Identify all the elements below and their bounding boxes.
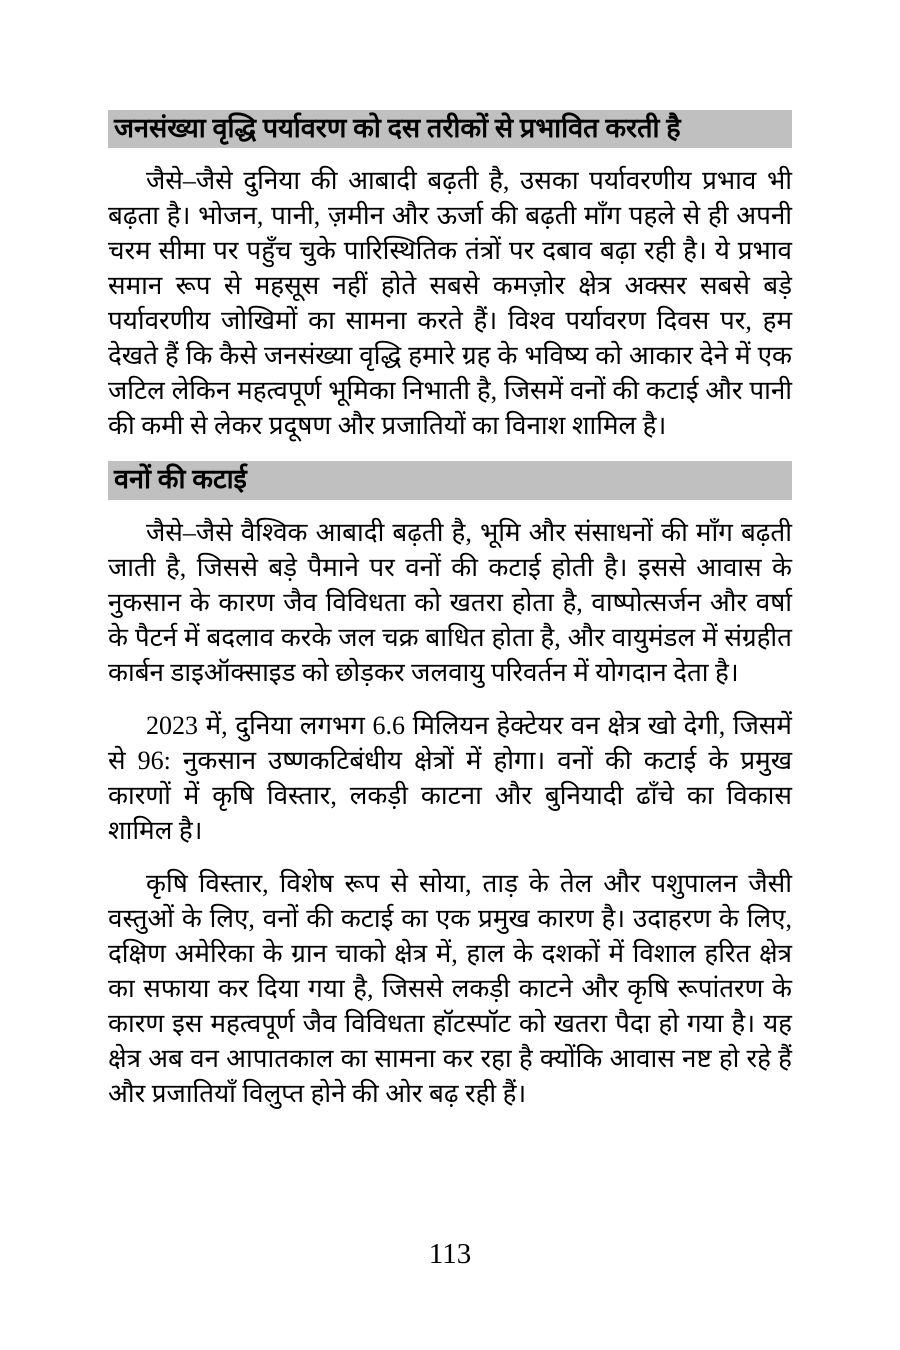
section-heading-population-growth: जनसंख्या वृद्धि पर्यावरण को दस तरीकों से प्रभावित करती है (108, 110, 792, 148)
text-column (108, 110, 792, 1129)
paragraph: जैसे–जैसे दुनिया की आबादी बढ़ती है, उसका पर्यावरणीय प्रभाव भी बढ़ता है। भोजन, पानी, ज़मीन और ऊर्जा की बढ़ती माँग पहले से ही अपनी चरम सीमा पर पहुँच चुके पारिस्थितिक तंत्रों पर दबाव बढ़ा रही है। ये प्रभाव समान रूप से महसूस नहीं होते सबसे कमज़ोर क्षेत्र अक्सर सबसे बड़े पर्यावरणीय जोखिमों का सामना करते हैं। विश्व पर्यावरण दिवस पर, हम देखते हैं कि कैसे जनसंख्या वृद्धि हमारे ग्रह के भविष्य को आकार देने में एक जटिल लेकिन महत्वपूर्ण भूमिका निभाती है, जिसमें वनों की कटाई और पानी की कमी से लेकर प्रदूषण और प्रजातियों का विनाश शामिल है। (108, 166, 792, 441)
paragraph: कृषि विस्तार, विशेष रूप से सोया, ताड़ के तेल और पशुपालन जैसी वस्तुओं के लिए, वनों की कटाई का एक प्रमुख कारण है। उदाहरण के लिए, दक्षिण अमेरिका के ग्रान चाको क्षेत्र में, हाल के दशकों में विशाल हरित क्षेत्र का सफाया कर दिया गया है, जिससे लकड़ी काटने और कृषि रूपांतरण के कारण इस महत्वपूर्ण जैव विविधता हॉटस्पॉट को खतरा पैदा हो गया है। यह क्षेत्र अब वन आपातकाल का सामना कर रहा है क्योंकि आवास नष्ट हो रहे हैं और प्रजातियाँ विलुप्त होने की ओर बढ़ रही हैं। (108, 868, 792, 1108)
page-number: 113 (428, 1238, 472, 1270)
paragraph: 2023 में, दुनिया लगभग 6.6 मिलियन हेक्टेयर वन क्षेत्र खो देगी, जिसमें से 96: नुकसान उष्णकटिबंधीय क्षेत्रों में होगा। वनों की कटाई के प्रमुख कारणों में कृषि विस्तार, लकड़ी काटना और बुनियादी ढाँचे का विकास शामिल है। (108, 710, 792, 845)
section-heading-deforestation: वनों की कटाई (108, 461, 792, 499)
paragraph: जैसे–जैसे वैश्विक आबादी बढ़ती है, भूमि और संसाधनों की माँग बढ़ती जाती है, जिससे बड़े पैमाने पर वनों की कटाई होती है। इससे आवास के नुकसान के कारण जैव विविधता को खतरा होता है, वाष्पोत्सर्जन और वर्षा के पैटर्न में बदलाव करके जल चक्र बाधित होता है, और वायुमंडल में संग्रहीत कार्बन डाइऑक्साइड को छोड़कर जलवायु परिवर्तन में योगदान देता है। (108, 517, 792, 687)
section-deforestation (108, 461, 792, 1110)
section-population-growth (108, 110, 792, 443)
